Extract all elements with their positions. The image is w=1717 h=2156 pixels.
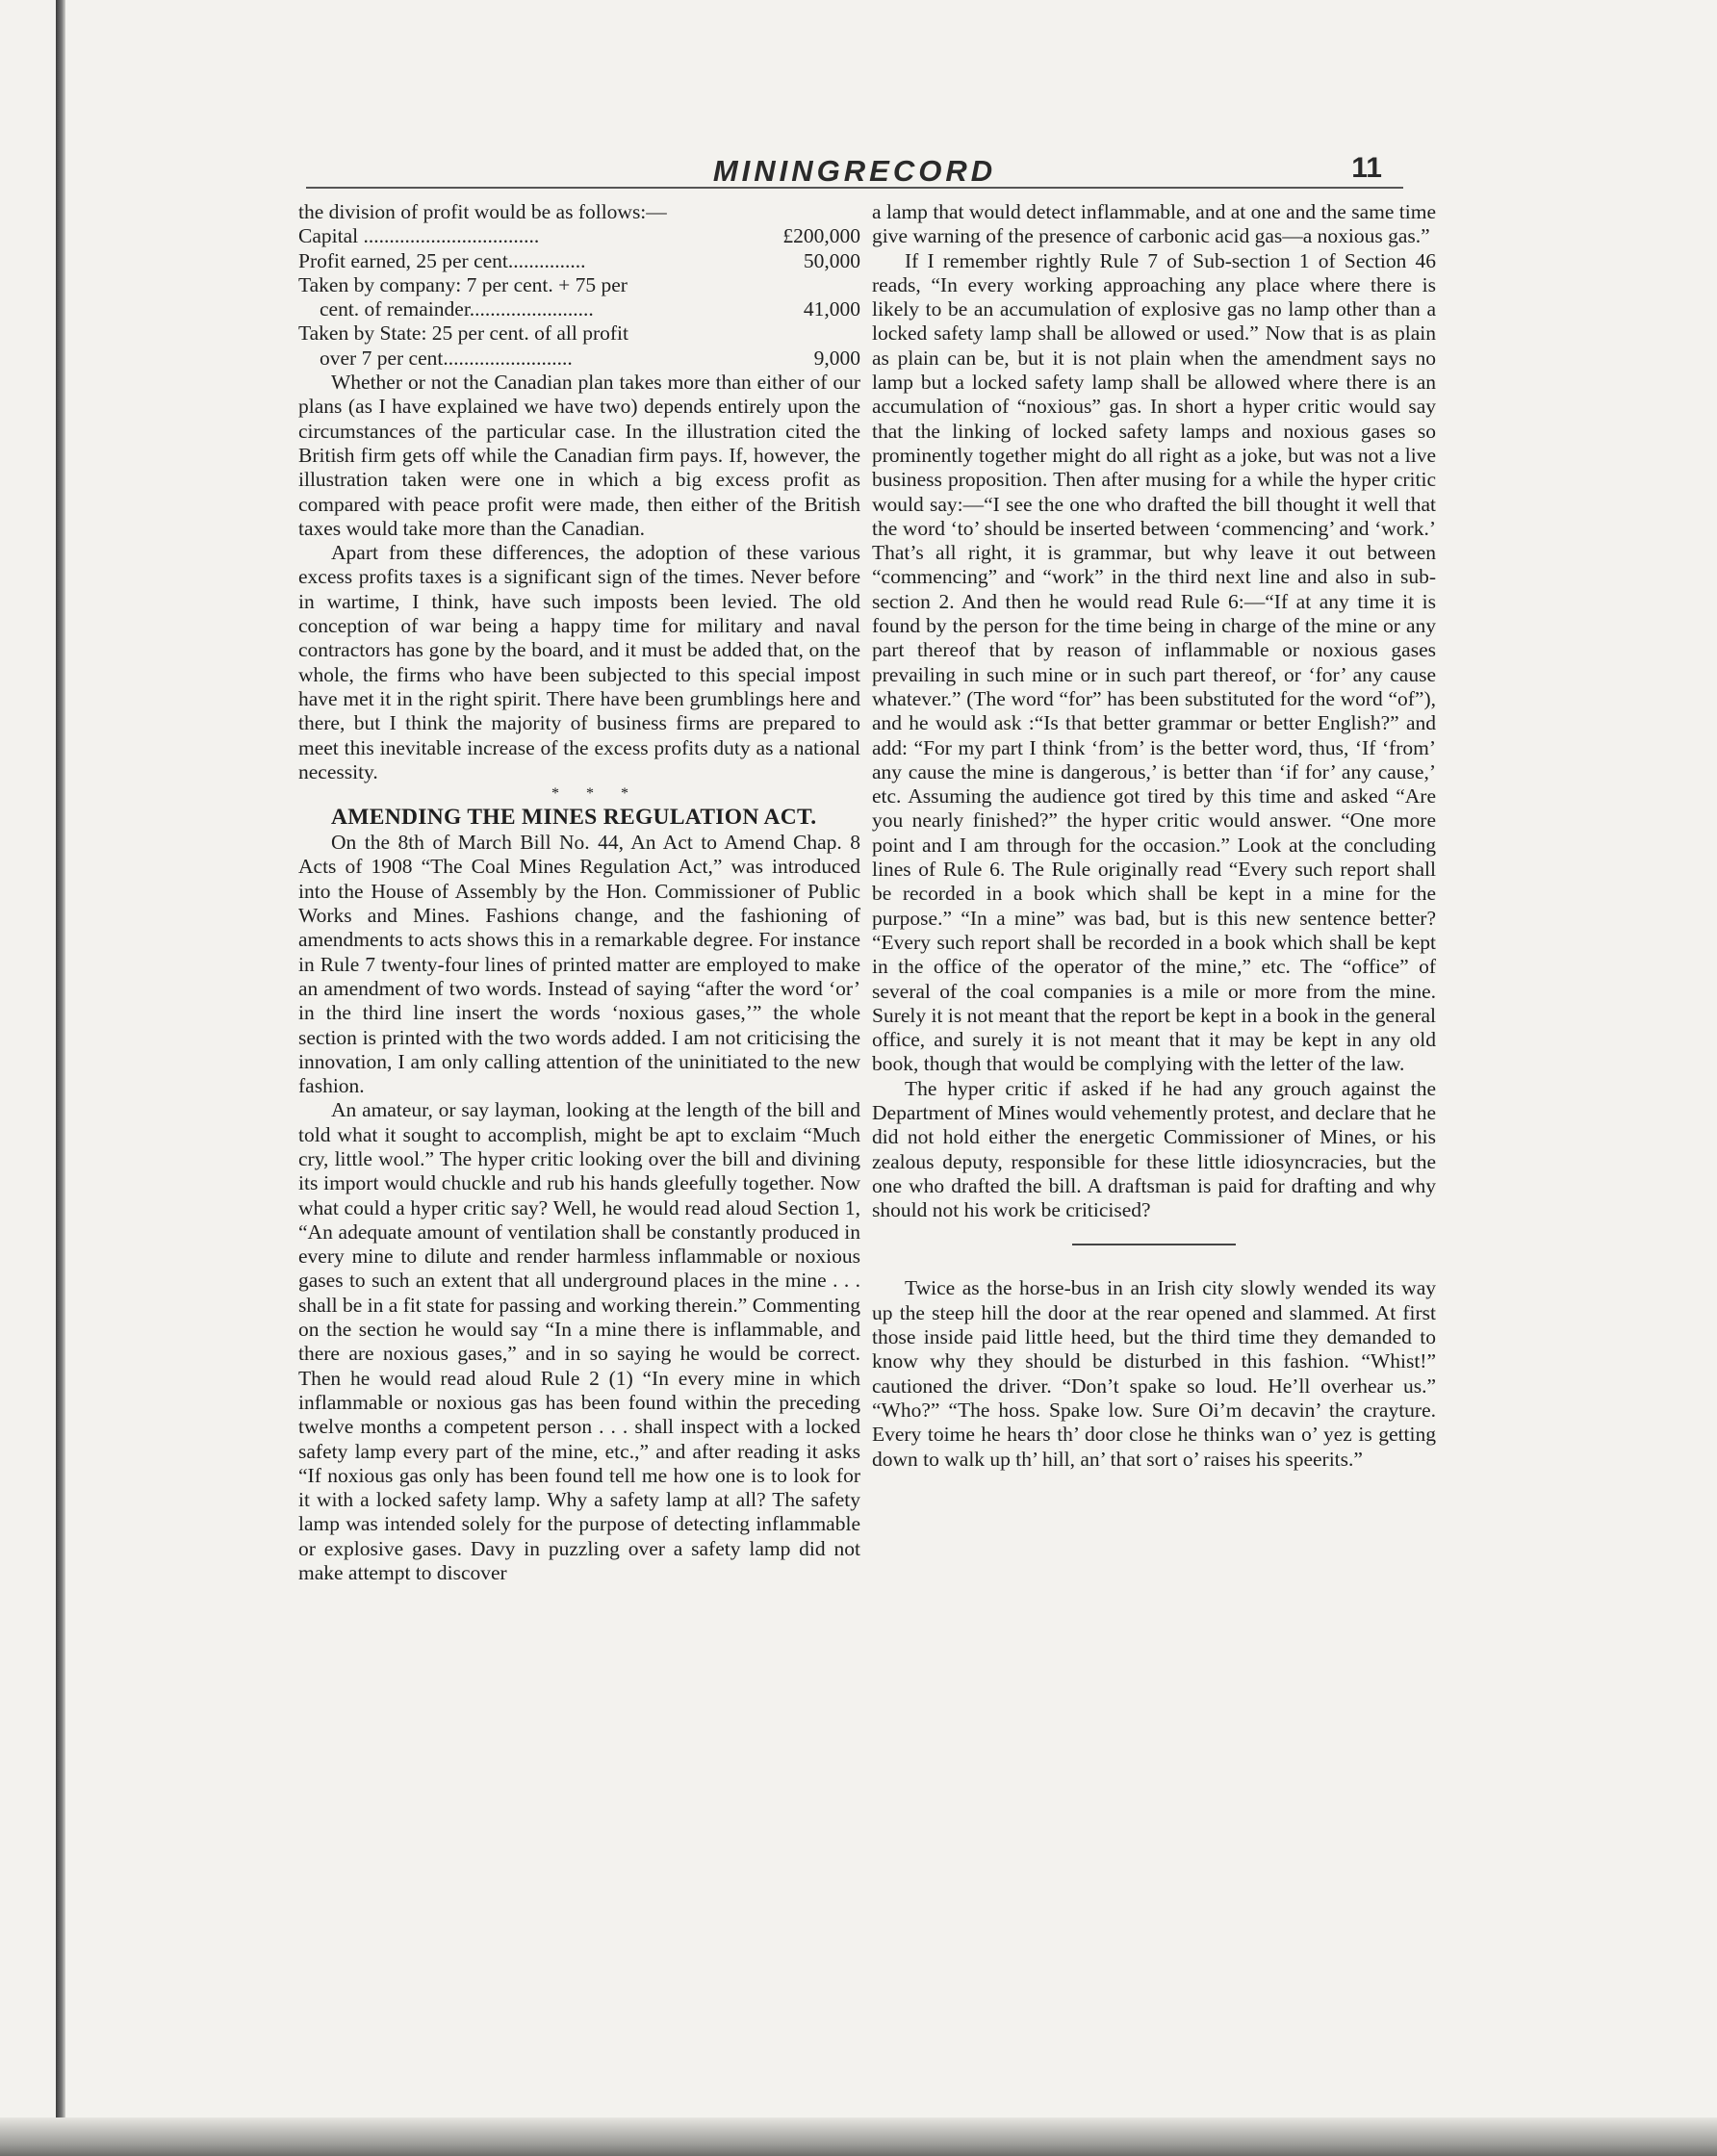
spacer <box>872 1255 1436 1276</box>
ledger-label: over 7 per cent......................... <box>320 346 573 370</box>
ledger-row <box>298 297 860 321</box>
paragraph-continuation: a lamp that would detect inflammable, and at one and the same time give warning of the presence of carbonic acid gas—a noxious gas.” <box>872 200 1436 248</box>
ledger-label: cent. of remainder........................ <box>320 297 594 321</box>
paragraph: An amateur, or say layman, looking at the length of the bill and told what it sought to accomplish, might be apt to exclaim “Much cry, little wool.” The hyper critic looking over the bill and divining its import would chuckle and rub his hands gleefully together. Now what could a hyper critic say? Well, he would read aloud Section 1, “An adequate amount of ventilation shall be constantly produced in every mine to dilute and render harmless inflammable or noxious gases to such an extent that all underground places in the mine . . . shall be in a fit state for passing and working therein.” Commenting on the section he would say “In a mine there is inflammable, and there are noxious gases,” and in so saying he would be correct. Then he would read aloud Rule 2 (1) “In every mine in which inflammable or noxious gas has been found within the preceding twelve months a competent person . . . shall inspect with a locked safety lamp every part of the mine, etc.,” and after reading it asks “If noxious gas only has been found tell me how one is to look for it with a locked safety lamp. Why a safety lamp at all? The safety lamp was intended solely for the purpose of detecting inflammable or explosive gases. Davy in puzzling over a safety lamp did not make attempt to discover <box>298 1098 860 1585</box>
section-divider <box>1072 1244 1236 1245</box>
ledger-amount: 50,000 <box>803 248 860 272</box>
article-heading: AMENDING THE MINES REGULATION ACT. <box>331 805 817 831</box>
ledger-label: Profit earned, 25 per cent............... <box>298 248 586 272</box>
right-column <box>872 200 1436 1472</box>
ledger-row <box>298 346 860 371</box>
ledger-label: Taken by State: 25 per cent. of all profit <box>298 321 628 346</box>
ledger-row <box>298 321 860 346</box>
left-column <box>298 200 860 1585</box>
paragraph: On the 8th of March Bill No. 44, An Act to Amend Chap. 8 Acts of 1908 “The Coal Mines Regulation Act,” was introduced into the House of Assembly by the Hon. Commissioner of Public Works and Mines. Fashions change, and the fashioning of amendments to acts shows this in a remarkable degree. For instance in Rule 7 twenty-four lines of printed matter are employed to make an amendment of two words. Instead of saying “after the word ‘or’ in the third line insert the words ‘noxious gases,’” the whole section is printed with the two words added. I am not criticising the innovation, I am only calling attention of the uninitiated to the new fashion. <box>298 831 860 1098</box>
ledger-amount: 41,000 <box>803 297 860 321</box>
page-edge-left <box>56 0 65 2156</box>
page-edge-bottom <box>0 2118 1717 2156</box>
paragraph: Whether or not the Canadian plan takes more than either of our plans (as I have explained we have two) depends entirely upon the circumstances of the particular case. In the illustration cited the British firm gets off while the Canadian firm pays. If, however, the illustration taken were one in which a big excess profit as compared with peace profit were made, then either of the British taxes would take more than the Canadian. <box>298 371 860 540</box>
ledger-amount: 9,000 <box>813 346 860 370</box>
page-number: 11 <box>1351 152 1382 184</box>
publication-title: MININGRECORD <box>712 154 997 188</box>
ledger-row <box>298 249 860 273</box>
page-header <box>306 154 1403 187</box>
ledger-row <box>298 224 860 248</box>
paragraph: Apart from these differences, the adoption of these various excess profits taxes is a significant sign of the times. Never before in wartime, I think, have such imposts been levied. The old conception of war being a happy time for military and naval contractors has gone by the board, and it must be added that, on the whole, the firms who have been subjected to this special impost have met it in the right spirit. There have been grumblings here and there, but I think the majority of business firms are prepared to meet this inevitable increase of the excess profits duty as a national necessity. <box>298 541 860 783</box>
profit-ledger <box>298 224 860 371</box>
ledger-label: Capital .................................. <box>298 224 540 248</box>
paragraph: If I remember rightly Rule 7 of Sub-section 1 of Section 46 reads, “In every working approaching any place where there is likely to be an accumulation of explosive gas no lamp other than a locked safety lamp shall be allowed or used.” Now that is as plain as plain can be, but it is not plain when the amendment says no lamp but a locked safety lamp shall be allowed where there is an accumulation of “noxious” gas. In short a hyper critic would say that the linking of locked safety lamps and noxious gases so prominently together might do all right as a joke, but was not a live business proposition. Then after musing for a while the hyper critic would say:—“I see the one who drafted the bill thought it well that the word ‘to’ should be inserted between ‘commencing’ and ‘work.’ That’s all right, it is grammar, but why leave it out between “commencing” and “work” in the third next line and also in sub-section 2. And then he would read Rule 6:—“If at any time it is found by the person for the time being in charge of the mine or any part thereof that by reason of inflammable or noxious gases prevailing in such mine or in such part thereof, or ‘for’ any cause whatever.” (The word “for” has been substituted for the word “of”), and he would ask :“Is that better grammar or better English?” and add: “For my part I think ‘from’ is the better word, thus, ‘If ‘from’ any cause the mine is dangerous,’ is better than ‘if for’ any cause,’ etc. Assuming the audience got tired by this time and asked “Are you nearly finished?” the hyper critic would answer. “One more point and I am through for the occasion.” Look at the concluding lines of Rule 6. The Rule originally read “Every such report shall be recorded in a book which shall be kept in a mine for the purpose.” “In a mine” was bad, but is this new sentence better? “Every such report shall be recorded in a book which shall be kept in the office of the operator of the mine,” etc. The “office” of several of the coal companies is a mile or more from the mine. Surely it is not meant that the report be kept in a book in the general office, and surely it is not meant that it may be kept in any old book, though that would be complying with the letter of the law. <box>872 248 1436 1076</box>
header-rule <box>306 187 1403 189</box>
ledger-amount: £200,000 <box>782 224 860 248</box>
ledger-label: Taken by company: 7 per cent. + 75 per <box>298 272 628 296</box>
ledger-intro: the division of profit would be as follows:— <box>298 200 667 223</box>
paragraph: The hyper critic if asked if he had any grouch against the Department of Mines would vehemently protest, and declare that he did not hold either the energetic Commissioner of Mines, or his zealous deputy, responsible for these little idiosyncracies, but the one who drafted the bill. A draftsman is paid for drafting and why should not his work be criticised? <box>872 1076 1436 1222</box>
ledger-row <box>298 273 860 297</box>
section-ornament: * * * <box>551 785 640 803</box>
anecdote-paragraph: Twice as the horse-bus in an Irish city slowly wended its way up the steep hill the door at the rear opened and slammed. At first those inside paid little heed, but the third time they demanded to know why they should be disturbed in this fashion. “Whist!” cautioned the driver. “Don’t spake so loud. He’ll overhear us.” “Who?” “The hoss. Spake low. Sure Oi’m decavin’ the crayture. Every toime he hears th’ door close he thinks wan o’ yez is getting down to walk up th’ hill, an’ that sort o’ raises his speerits.” <box>872 1276 1436 1471</box>
